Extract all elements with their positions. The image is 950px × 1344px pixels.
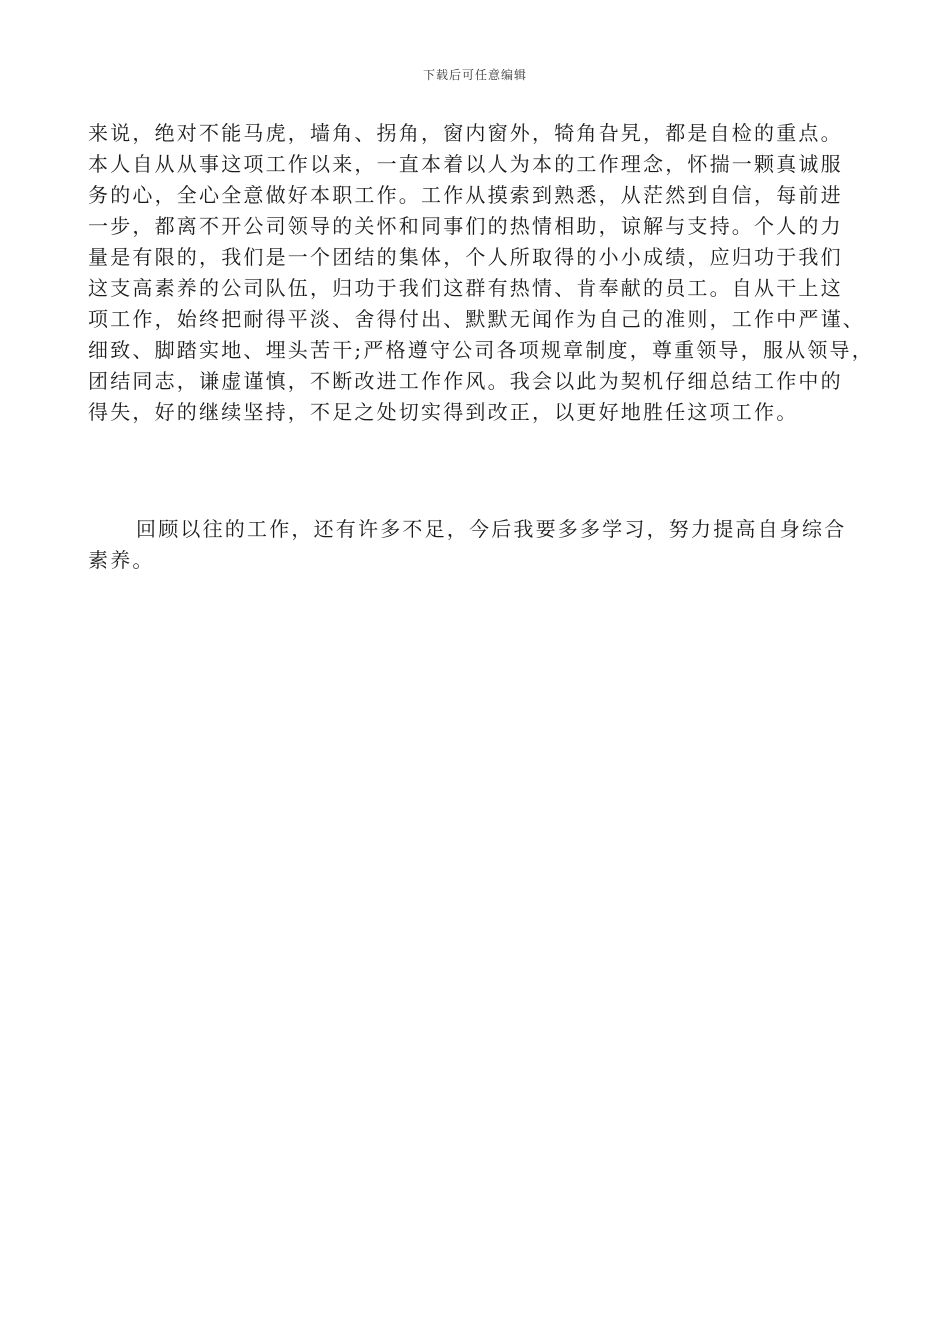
text-line: 细致、脚踏实地、埋头苦干;严格遵守公司各项规章制度，尊重领导，服从领导， — [88, 338, 874, 362]
text-line: 这支高素养的公司队伍，归功于我们这群有热情、肯奉献的员工。自从干上这 — [88, 276, 843, 300]
text-line: 回顾以往的工作，还有许多不足，今后我要多多学习，努力提高自身综合 — [136, 517, 847, 541]
text-line: 素养。 — [88, 548, 155, 572]
text-line: 项工作，始终把耐得平淡、舍得付出、默默无闻作为自己的准则，工作中严谨、 — [88, 307, 865, 331]
text-line: 一步，都离不开公司领导的关怀和同事们的热情相助，谅解与支持。个人的力 — [88, 214, 843, 238]
page-header: 下载后可任意编辑 — [422, 68, 527, 82]
paragraph-1 — [88, 118, 878, 428]
text-line: 得失，好的继续坚持，不足之处切实得到改正，以更好地胜任这项工作。 — [88, 400, 799, 424]
text-line: 务的心，全心全意做好本职工作。工作从摸索到熟悉，从茫然到自信，每前进 — [88, 183, 843, 207]
text-line: 来说，绝对不能马虎，墙角、拐角，窗内窗外，犄角旮旯，都是自检的重点。 — [88, 121, 843, 145]
paragraph-2 — [88, 514, 878, 576]
text-line: 团结同志，谦虚谨慎，不断改进工作作风。我会以此为契机仔细总结工作中的 — [88, 369, 843, 393]
text-line: 量是有限的，我们是一个团结的集体，个人所取得的小小成绩，应归功于我们 — [88, 245, 843, 269]
text-line: 本人自从从事这项工作以来，一直本着以人为本的工作理念，怀揣一颗真诚服 — [88, 152, 843, 176]
